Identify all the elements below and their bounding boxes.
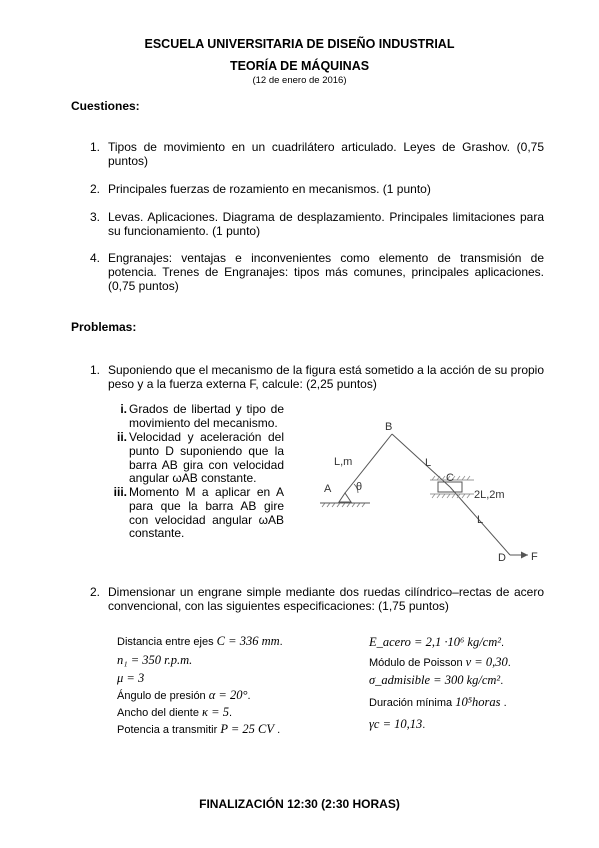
label-d: D — [498, 552, 506, 564]
problemas-heading: Problemas: — [71, 320, 137, 334]
question-number: 2. — [90, 182, 101, 196]
subject-title: TEORÍA DE MÁQUINAS — [229, 59, 370, 73]
exam-date: (12 de enero de 2016) — [252, 75, 347, 86]
spec-gamma — [369, 717, 425, 732]
question-text: Levas. Aplicaciones. Diagrama de desplazamiento. Principales limitaciones para su funcionamiento. (1 punto) — [108, 210, 544, 238]
question-number: 1. — [90, 140, 101, 154]
spec-expr: 10⁵horas — [455, 695, 501, 709]
question-2 — [90, 182, 544, 196]
spec-tail: . — [501, 637, 505, 649]
label-ab: L,m — [334, 456, 353, 468]
spec-expr: α = 20° — [208, 688, 248, 702]
label-c: C — [446, 472, 454, 484]
question-4 — [90, 251, 544, 293]
school-title: ESCUELA UNIVERSITARIA DE DISEÑO INDUSTRIAL — [144, 37, 455, 51]
ground-a-hatch — [322, 503, 365, 507]
spec-tail: . — [247, 690, 251, 702]
spec-label: Ángulo de presión — [117, 690, 209, 702]
question-text: Tipos de movimiento en un cuadrilátero articulado. Leyes de Grashov. (0,75 puntos) — [108, 140, 544, 168]
spec-duration — [369, 695, 507, 710]
cuestiones-heading: Cuestiones: — [71, 99, 140, 113]
spec-expr: P = 25 CV — [220, 722, 275, 736]
problem-text: Suponiendo que el mecanismo de la figura está sometido a la acción de su propio peso y a la fuerza externa F, calcule: (2,25 puntos) — [108, 363, 544, 391]
spec-expr: ν = 0,30 — [465, 655, 508, 669]
spec-expr: C = 336 mm — [216, 634, 280, 648]
spec-allowable-stress — [369, 673, 503, 688]
spec-expr: γc = 10,13 — [369, 717, 423, 731]
bar-bc — [392, 434, 450, 487]
spec-poisson — [369, 655, 511, 670]
label-b: B — [385, 421, 393, 433]
question-text: Engranajes: ventajas e inconvenientes como elemento de transmisión de potencia. Trenes de Engranajes: tipos más comunes, principales aplicaciones. (0,75 puntos) — [108, 251, 544, 293]
subitem-i — [113, 403, 284, 431]
problem-number: 1. — [90, 363, 101, 377]
problem-2 — [90, 585, 544, 613]
question-number: 3. — [90, 210, 101, 224]
problem-text: Dimensionar un engrane simple mediante dos ruedas cilíndrico–rectas de acero convencional, con las siguientes especificaciones: (1,75 puntos) — [108, 585, 544, 613]
label-a: A — [324, 483, 332, 495]
question-1 — [90, 140, 544, 168]
spec-label: Ancho del diente — [117, 707, 203, 719]
spec-tail: . — [507, 657, 511, 669]
problem-number: 2. — [90, 585, 101, 599]
spec-expr: σ_admisible = 300 kg/cm² — [369, 673, 501, 687]
mechanism-figure — [312, 410, 552, 570]
spec-power — [117, 722, 280, 737]
spec-expr: E_acero = 2,1 ·10⁶ kg/cm² — [369, 635, 502, 649]
spec-tail: . — [274, 724, 281, 736]
subitem-ii — [113, 431, 284, 486]
spec-expr: κ = 5 — [202, 705, 229, 719]
label-cd: L — [477, 514, 484, 526]
exam-footer: FINALIZACIÓN 12:30 (2:30 HORAS) — [199, 797, 400, 811]
subitem-iii — [113, 486, 284, 541]
spec-tail: . — [228, 707, 233, 719]
spec-pressure-angle — [117, 688, 251, 703]
pin-support-a — [339, 493, 351, 502]
spec-tail: . — [500, 697, 507, 709]
question-number: 4. — [90, 251, 101, 265]
subitem-number: i. — [120, 402, 127, 416]
spec-elastic-modulus — [369, 635, 504, 650]
spec-label: Módulo de Poisson — [369, 657, 466, 669]
question-text: Principales fuerzas de rozamiento en mecanismos. (1 punto) — [108, 182, 431, 196]
problem-1 — [90, 363, 544, 391]
spec-mu — [117, 671, 144, 686]
subitem-number: ii. — [116, 430, 127, 444]
spec-expr: n₁ = 350 r.p.m. — [117, 653, 193, 667]
label-theta: θ — [356, 481, 363, 493]
label-bc: L — [425, 457, 432, 469]
spec-rpm — [117, 653, 192, 668]
subitem-text: Velocidad y aceleración del punto D suponiendo que la barra AB gira con velocidad angular ωAB constante. — [129, 430, 284, 486]
question-3 — [90, 210, 544, 238]
label-f: F — [531, 551, 538, 563]
spec-label: Duración mínima — [369, 697, 456, 709]
spec-tail: . — [279, 636, 283, 648]
spec-tail: . — [500, 675, 504, 687]
subitem-text: Grados de libertad y tipo de movimiento del mecanismo. — [129, 402, 284, 430]
spec-distance — [117, 634, 283, 649]
subitem-number: iii. — [113, 485, 127, 499]
spec-label: Distancia entre ejes — [117, 636, 217, 648]
spec-tail: . — [422, 719, 426, 731]
subitem-text: Momento M a aplicar en A para que la barra AB gire con velocidad angular ωAB constante. — [129, 485, 284, 541]
spec-expr: μ = 3 — [117, 671, 145, 685]
spec-label: Potencia a transmitir — [117, 724, 221, 736]
force-arrowhead — [521, 552, 528, 559]
label-c-mass: 2L,2m — [474, 489, 505, 501]
spec-tooth-width — [117, 705, 232, 720]
